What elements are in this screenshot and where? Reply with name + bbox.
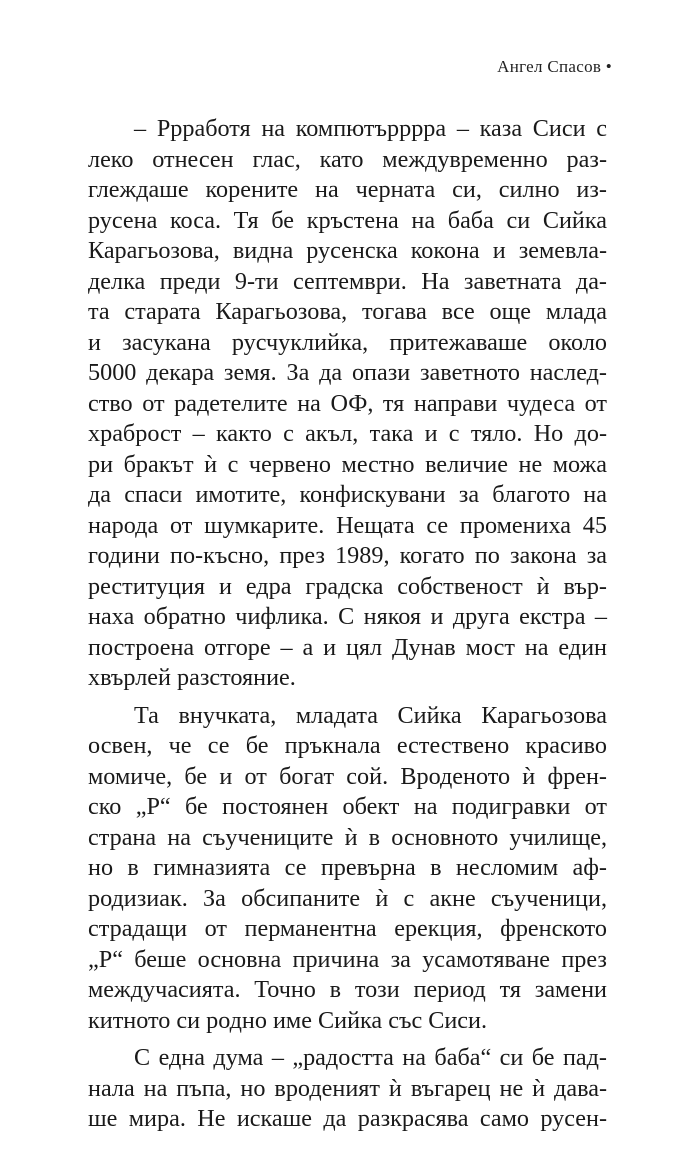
paragraph	[88, 701, 607, 1037]
text-line: русена коса. Тя бе кръстена на баба си Сийка	[88, 206, 607, 234]
text-line: страдащи от перманентна ерекция, френското	[88, 915, 607, 942]
text-line: ство от радетелите на ОФ, тя направи чудеса от	[88, 389, 607, 417]
text-line: нала на пъпа, но вроденият ѝ въгарец не ѝ дава-	[88, 1074, 607, 1102]
text-line: момиче, бе и от богат сой. Вроденото ѝ френ-	[88, 762, 607, 790]
page-text	[88, 114, 607, 1135]
paragraph	[88, 1043, 607, 1135]
paragraph	[88, 114, 607, 694]
text-line: години по-късно, през 1989, когато по закона за	[88, 542, 607, 569]
text-line: та старата Карагьозова, тогава все още млада	[88, 298, 607, 325]
text-line: страна на съучениците ѝ в основното училище,	[88, 823, 607, 851]
text-line: Та внучката, младата Сийка Карагьозова	[134, 701, 607, 729]
text-line: – Ррработя на компютърррра – каза Сиси с	[134, 115, 607, 142]
text-line: ше мира. Не искаше да разкрасява само русен-	[88, 1105, 607, 1132]
text-line: храброст – както с акъл, така и с тяло. Но до-	[88, 420, 607, 447]
text-line: построена отгоре – а и цял Дунав мост на един	[88, 633, 607, 661]
text-line: освен, че се бе пръкнала естествено красиво	[88, 732, 607, 759]
text-line: Карагьозова, видна русенска кокона и земевла-	[88, 237, 607, 264]
text-line: ри бракът ѝ с червено местно величие не можа	[88, 450, 607, 478]
text-line: хвърлей разстояние.	[88, 664, 296, 691]
text-line: и засукана русчуклийка, притежаваше около	[88, 328, 607, 356]
text-line: делка преди 9-ти септември. На заветната да-	[88, 267, 607, 295]
text-line: междучасията. Точно в този период тя замени	[88, 976, 607, 1003]
text-line: С една дума – „радостта на баба“ си бе пад-	[134, 1044, 607, 1071]
text-line: китното си родно име Сийка със Сиси.	[88, 1006, 488, 1034]
text-line: но в гимназията се превърна в несломим аф-	[88, 854, 607, 881]
text-line: 5000 декара земя. За да опази заветното наслед-	[88, 359, 607, 386]
running-head: Ангел Спасов •	[497, 57, 612, 76]
text-line: родизиак. За обсипаните ѝ с акне съученици,	[88, 884, 607, 912]
text-line: леко отнесен глас, като междувременно раз-	[88, 145, 607, 173]
text-line: да спаси имотите, конфискувани за благото на	[88, 481, 607, 508]
text-line: реституция и едра градска собственост ѝ вър-	[88, 572, 607, 600]
text-line: „Р“ беше основна причина за усамотяване през	[88, 945, 607, 973]
text-line: глеждаше корените на черната си, силно из-	[88, 176, 607, 203]
text-line: наха обратно чифлика. С някоя и друга екстра –	[88, 603, 607, 630]
text-line: ско „Р“ бе постоянен обект на подигравки от	[88, 793, 607, 820]
text-line: народа от шумкарите. Нещата се промениха 45	[88, 511, 607, 539]
